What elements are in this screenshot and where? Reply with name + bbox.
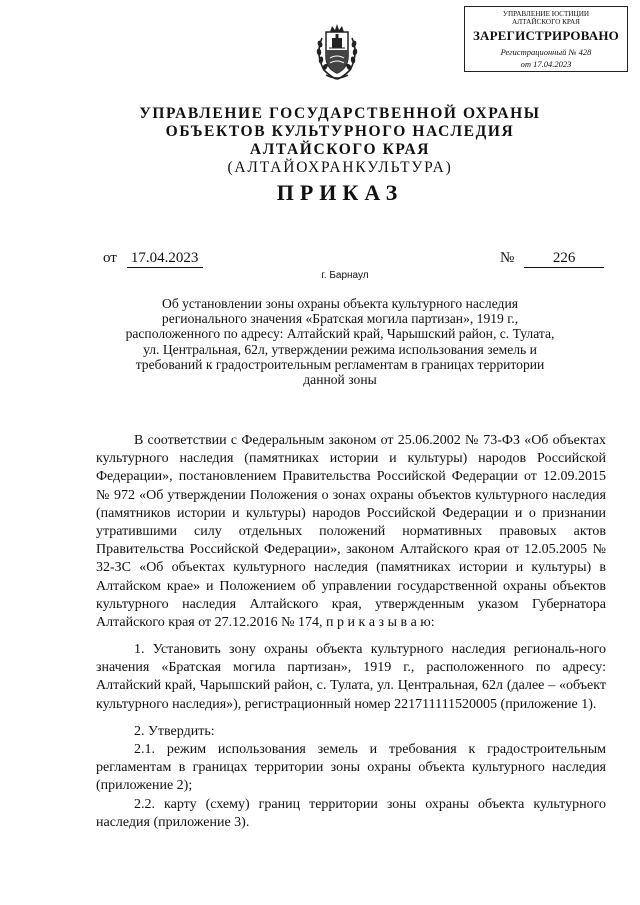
date-row [103, 250, 203, 268]
header-line-3: АЛТАЙСКОГО КРАЯ [249, 141, 431, 158]
header-line-4: (АЛТАЙОХРАНКУЛЬТУРА) [227, 159, 453, 176]
stamp-status: ЗАРЕГИСТРИРОВАНО [473, 28, 619, 43]
document-subject: Об установлении зоны охраны объекта культурного наследия регионального значения «Братская могила партизан», 1919 г., расположенного по адресу: Алтайский край, Чарышский район, с. Тулата, ул. Центральная, 62л, утверждении режима использования земель и требований к градостроительным регламентам в границах территории данной зоны [125, 296, 555, 388]
stamp-date: от 17.04.2023 [520, 59, 572, 69]
preamble-paragraph: В соответствии с Федеральным законом от 25.06.2002 № 73-ФЗ «Об объектах культурного наследия (памятниках истории и культуры) народов Российской Федерации», постановлением Правительства Российской Федерации от 12.09.2015 № 972 «Об утверждении Положения о зонах охраны объектов культурного наследия (памятников истории и культуры) народов Российской Федерации и о признании утратившими силу отдельных положений нормативных правовых актов Правительства Российской Федерации», законом Алтайского края от 12.05.2005 № 32-ЗС «Об объектах культурного наследия (памятниках истории и культуры) в Алтайском крае» и Положением об управлении государственной охраны объектов культурного наследия Алтайского края, утвержденным указом Губернатора Алтайского края от 27.12.2016 № 174, п р и к а з ы в а ю: [96, 433, 606, 631]
document-type-title: ПРИКАЗ [276, 180, 404, 205]
coat-of-arms-icon [312, 20, 362, 82]
stamp-authority [465, 10, 627, 26]
document-date: 17.04.2023 [127, 250, 203, 268]
stamp-line2: АЛТАЙСКОГО КРАЯ [512, 18, 580, 26]
number-prefix: № [500, 250, 515, 266]
date-prefix: от [103, 250, 117, 266]
number-row [500, 250, 604, 268]
header-line-1: УПРАВЛЕНИЕ ГОСУДАРСТВЕННОЙ ОХРАНЫ [139, 105, 541, 122]
item-2-paragraph: 2. Утвердить: [134, 724, 215, 739]
city-label: г. Барнаул [321, 270, 369, 281]
item-1-paragraph: 1. Установить зону охраны объекта культурного наследия региональ-ного значения «Братская могила партизан», 1919 г., расположенного по адресу: Алтайский край, Чарышский район, с. Тулата, ул. Центральная, 62л (далее – «объект культурного наследия»), регистрационный номер 221711111520005 (приложение 1). [96, 642, 606, 712]
stamp-line1: УПРАВЛЕНИЕ ЮСТИЦИИ [502, 10, 590, 18]
header-line-2: ОБЪЕКТОВ КУЛЬТУРНОГО НАСЛЕДИЯ [165, 123, 515, 140]
stamp-reg-number: Регистрационный № 428 [500, 47, 592, 57]
document-number: 226 [524, 250, 604, 268]
registration-stamp [464, 6, 628, 72]
item-2-2-paragraph: 2.2. карту (схему) границ территории зоны охраны объекта культурного наследия (приложение 3). [96, 797, 606, 831]
item-2-1-paragraph: 2.1. режим использования земель и требования к градостроительным регламентам в границах территории зоны охраны объекта культурного наследия (приложение 2); [96, 742, 606, 794]
